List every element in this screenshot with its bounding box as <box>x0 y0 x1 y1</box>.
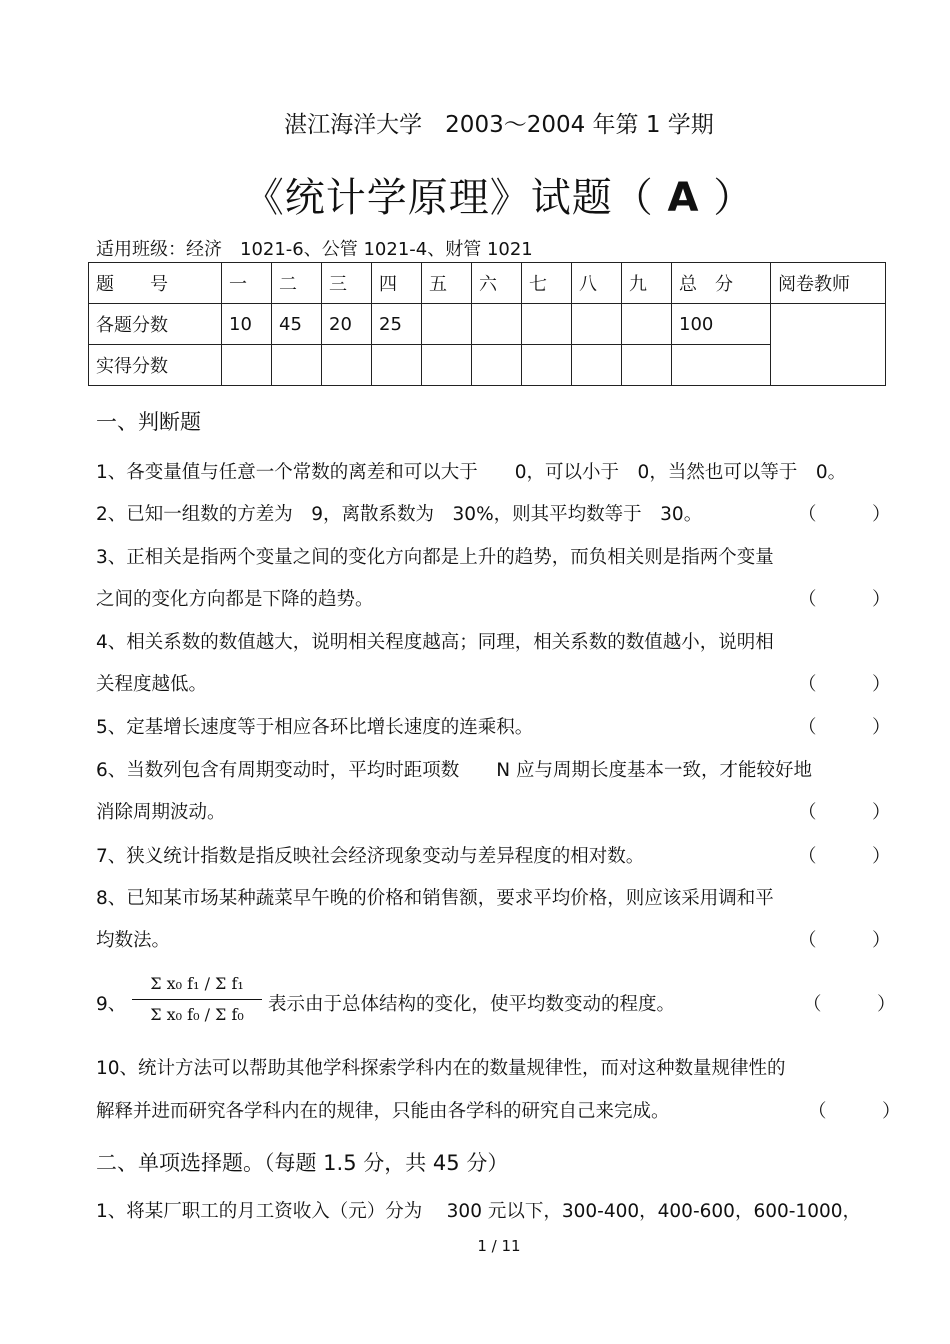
cell-points-6 <box>472 304 522 345</box>
tf-question-4-line2: 关程度越低。 <box>96 674 208 695</box>
answer-blank-8[interactable]: （ ） <box>798 930 891 951</box>
cell-points-total: 100 <box>672 304 771 345</box>
cell-actual-label: 实得分数 <box>89 345 222 386</box>
answer-blank-6[interactable]: （ ） <box>798 802 891 823</box>
tf-question-9-number: 9、 <box>96 994 127 1015</box>
cell-points-7 <box>522 304 572 345</box>
cell-q9: 九 <box>622 263 672 304</box>
cell-actual-9[interactable] <box>622 345 672 386</box>
cell-points-2: 45 <box>272 304 322 345</box>
cell-points-4: 25 <box>372 304 422 345</box>
formula-denominator: Σ x₀ f₀ ∕ Σ f₀ <box>150 1005 244 1024</box>
cell-grader: 阅卷教师 <box>771 263 886 304</box>
cell-q1: 一 <box>222 263 272 304</box>
cell-q2: 二 <box>272 263 322 304</box>
cell-q4: 四 <box>372 263 422 304</box>
formula-numerator: Σ x₀ f₁ ∕ Σ f₁ <box>150 974 244 993</box>
section-1-title: 一、判断题 <box>96 410 201 434</box>
cell-actual-2[interactable] <box>272 345 322 386</box>
index-formula <box>132 971 262 1028</box>
cell-total: 总 分 <box>672 263 771 304</box>
cell-grader-signature[interactable] <box>771 304 886 386</box>
cell-actual-4[interactable] <box>372 345 422 386</box>
tf-question-8-line2: 均数法。 <box>96 930 171 951</box>
cell-actual-total[interactable] <box>672 345 771 386</box>
cell-q6: 六 <box>472 263 522 304</box>
answer-blank-10[interactable]: （ ） <box>808 1101 901 1122</box>
mc-question-1: 1、将某厂职工的月工资收入（元）分为 300 元以下，300-400，400-600，600-1000， <box>96 1201 862 1222</box>
cell-actual-7[interactable] <box>522 345 572 386</box>
score-table-points-row <box>89 304 886 345</box>
tf-question-10-line1: 10、统计方法可以帮助其他学科探索学科内在的数量规律性，而对这种数量规律性的 <box>96 1058 786 1079</box>
answer-blank-9[interactable]: （ ） <box>803 994 896 1015</box>
score-table-actual-row <box>89 345 886 386</box>
score-table <box>88 262 886 386</box>
applicable-classes: 适用班级：经济 1021-6、公管 1021-4、财管 1021 <box>96 239 533 260</box>
tf-question-6-line2: 消除周期波动。 <box>96 802 226 823</box>
cell-actual-5[interactable] <box>422 345 472 386</box>
answer-blank-4[interactable]: （ ） <box>798 674 891 695</box>
answer-blank-7[interactable]: （ ） <box>798 846 891 867</box>
tf-question-6-line1: 6、当数列包含有周期变动时，平均时距项数 N 应与周期长度基本一致，才能较好地 <box>96 760 812 781</box>
answer-blank-2[interactable]: （ ） <box>798 504 891 525</box>
cell-actual-8[interactable] <box>572 345 622 386</box>
cell-q5: 五 <box>422 263 472 304</box>
tf-question-1: 1、各变量值与任意一个常数的离差和可以大于 0，可以小于 0，当然也可以等于 0。 <box>96 462 847 483</box>
tf-question-5: 5、定基增长速度等于相应各环比增长速度的连乘积。 <box>96 717 534 738</box>
cell-question-no: 题 号 <box>89 263 222 304</box>
title-variant: A <box>667 175 700 221</box>
cell-points-8 <box>572 304 622 345</box>
cell-points-5 <box>422 304 472 345</box>
section-2-title: 二、单项选择题。（每题 1.5 分，共 45 分） <box>96 1151 509 1175</box>
cell-actual-6[interactable] <box>472 345 522 386</box>
tf-question-7: 7、狭义统计指数是指反映社会经济现象变动与差异程度的相对数。 <box>96 846 645 867</box>
cell-q8: 八 <box>572 263 622 304</box>
tf-question-3-line1: 3、正相关是指两个变量之间的变化方向都是上升的趋势，而负相关则是指两个变量 <box>96 547 774 568</box>
answer-blank-3[interactable]: （ ） <box>798 589 891 610</box>
fraction-bar <box>132 999 262 1000</box>
cell-points-9 <box>622 304 672 345</box>
cell-q7: 七 <box>522 263 572 304</box>
tf-question-3-line2: 之间的变化方向都是下降的趋势。 <box>96 589 374 610</box>
cell-actual-1[interactable] <box>222 345 272 386</box>
cell-actual-3[interactable] <box>322 345 372 386</box>
tf-question-2: 2、已知一组数的方差为 9，离散系数为 30%，则其平均数等于 30。 <box>96 504 703 525</box>
cell-points-label: 各题分数 <box>89 304 222 345</box>
exam-title <box>0 166 950 223</box>
page-number: 1 / 11 <box>477 1237 521 1255</box>
tf-question-8-line1: 8、已知某市场某种蔬菜早午晚的价格和销售额，要求平均价格，则应该采用调和平 <box>96 888 774 909</box>
tf-question-10-line2: 解释并进而研究各学科内在的规律，只能由各学科的研究自己来完成。 <box>96 1101 670 1122</box>
tf-question-4-line1: 4、相关系数的数值越大，说明相关程度越高；同理，相关系数的数值越小，说明相 <box>96 632 774 653</box>
score-table-header-row <box>89 263 886 304</box>
cell-points-1: 10 <box>222 304 272 345</box>
answer-blank-5[interactable]: （ ） <box>798 717 891 738</box>
exam-header: 湛江海洋大学 2003～2004 年第 1 学期 <box>284 112 714 138</box>
cell-q3: 三 <box>322 263 372 304</box>
tf-question-9-text: 表示由于总体结构的变化，使平均数变动的程度。 <box>268 994 676 1015</box>
title-close: ） <box>713 175 755 221</box>
cell-points-3: 20 <box>322 304 372 345</box>
title-main: 《统计学原理》试题（ <box>243 175 654 221</box>
